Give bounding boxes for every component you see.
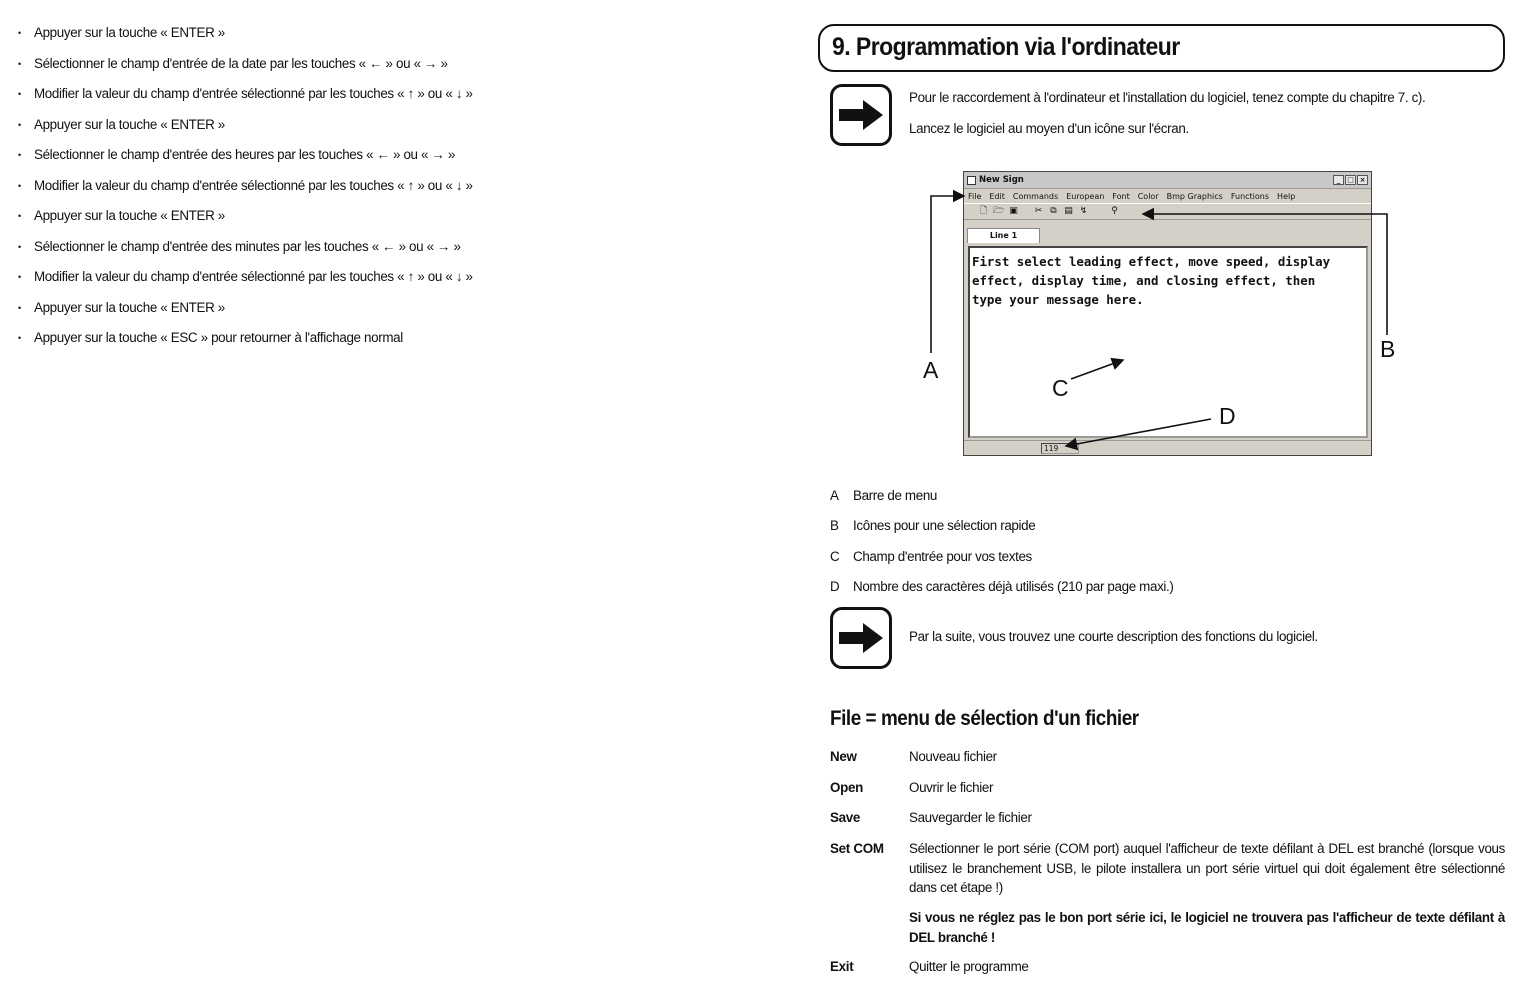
list-item: • Appuyer sur la touche « ENTER » (18, 24, 578, 55)
term-set-com: Set COM (830, 841, 884, 856)
note-text: Lancez le logiciel au moyen d'un icône sur l'écran. (909, 121, 1189, 136)
arrow-right-icon (830, 607, 892, 669)
menu-color[interactable]: Color (1137, 191, 1159, 201)
list-item: • Appuyer sur la touche « ESC » pour retourner à l'affichage normal (18, 329, 578, 360)
instruction-list (18, 24, 578, 360)
term-open: Open (830, 780, 864, 795)
callout-d: D (1219, 403, 1236, 429)
editor-line: effect, display time, and closing effect, then (972, 273, 1316, 288)
open-icon[interactable]: 🗁 (993, 206, 1005, 216)
list-item: • Modifier la valeur du champ d'entrée sélectionné par les touches « ↑ » ou « ↓ » (18, 268, 578, 299)
editor-line: First select leading effect, move speed, display (972, 254, 1331, 269)
arrow-c (1071, 360, 1123, 379)
menu-file[interactable]: File (968, 191, 982, 201)
list-item: • Modifier la valeur du champ d'entrée sélectionné par les touches « ↑ » ou « ↓ » (18, 85, 578, 116)
copy-icon[interactable]: ⧉ (1050, 206, 1057, 216)
list-item: • Sélectionner le champ d'entrée de la date par les touches « ← » ou « → » (18, 55, 578, 86)
tab-line-1[interactable]: Line 1 (967, 228, 1040, 243)
arrow-d (1066, 419, 1211, 446)
list-item: • Sélectionner le champ d'entrée des heures par les touches « ← » ou « → » (18, 146, 578, 177)
section-heading: File = menu de sélection d'un fichier (830, 707, 1139, 730)
legend-item: A Barre de menu (830, 488, 938, 503)
desc-exit: Quitter le programme (909, 959, 1029, 974)
list-item: • Appuyer sur la touche « ENTER » (18, 299, 578, 330)
list-item: • Appuyer sur la touche « ENTER » (18, 116, 578, 147)
menu-commands[interactable]: Commands (1012, 191, 1059, 201)
desc-new: Nouveau fichier (909, 749, 997, 764)
legend-item: C Champ d'entrée pour vos textes (830, 549, 1032, 564)
menu-font[interactable]: Font (1112, 191, 1130, 201)
term-new: New (830, 749, 857, 764)
list-item: • Appuyer sur la touche « ENTER » (18, 207, 578, 238)
com-port-icon[interactable]: ⚲ (1111, 206, 1118, 216)
close-icon[interactable]: × (1357, 175, 1368, 185)
warning-text: Si vous ne réglez pas le bon port série ici, le logiciel ne trouvera pas l'afficheur de texte défilant à DEL branché ! (909, 910, 1505, 945)
desc-set-com: Sélectionner le port série (COM port) auquel l'afficheur de texte défilant à DEL est branché (lorsque vous utilisez le branchement USB, le pilote installera un port série virtuel qui doit également être sélectionné dans cet étape !) (909, 841, 1505, 895)
window-title: New Sign (979, 175, 1024, 185)
arrow-a (931, 196, 964, 353)
legend-item: B Icônes pour une sélection rapide (830, 518, 1036, 533)
cut-icon[interactable]: ✂ (1034, 206, 1043, 216)
callout-c: C (1052, 375, 1069, 401)
menu-bmp-graphics[interactable]: Bmp Graphics (1166, 191, 1223, 201)
desc-open: Ouvrir le fichier (909, 780, 994, 795)
term-exit: Exit (830, 959, 854, 974)
note-text: Par la suite, vous trouvez une courte description des fonctions du logiciel. (909, 629, 1318, 644)
list-item: • Modifier la valeur du champ d'entrée sélectionné par les touches « ↑ » ou « ↓ » (18, 177, 578, 208)
save-icon[interactable]: ▣ (1009, 206, 1018, 216)
editor-line: type your message here. (972, 292, 1144, 307)
maximize-icon[interactable]: □ (1345, 175, 1356, 185)
list-item: • Sélectionner le champ d'entrée des minutes par les touches « ← » ou « → » (18, 238, 578, 269)
paste-icon[interactable]: ▤ (1064, 206, 1073, 216)
callout-a: A (923, 357, 939, 383)
note-text: Pour le raccordement à l'ordinateur et l'installation du logiciel, tenez compte du chapitre 7. c). (909, 90, 1426, 105)
new-icon[interactable]: 🗋 (979, 206, 988, 216)
arrow-b (1143, 214, 1387, 335)
minimize-icon[interactable]: _ (1333, 175, 1344, 185)
send-icon[interactable]: ↯ (1079, 206, 1088, 216)
menu-european[interactable]: European (1066, 191, 1105, 201)
term-save: Save (830, 810, 861, 825)
menu-functions[interactable]: Functions (1230, 191, 1270, 201)
chapter-title: 9. Programmation via l'ordinateur (832, 33, 1180, 61)
character-count: 119 (1041, 443, 1079, 454)
legend-item: D Nombre des caractères déjà utilisés (210 par page maxi.) (830, 579, 1174, 594)
desc-save: Sauvegarder le fichier (909, 810, 1032, 825)
menu-edit[interactable]: Edit (989, 191, 1005, 201)
callout-b: B (1380, 336, 1396, 362)
menu-help[interactable]: Help (1277, 191, 1296, 201)
